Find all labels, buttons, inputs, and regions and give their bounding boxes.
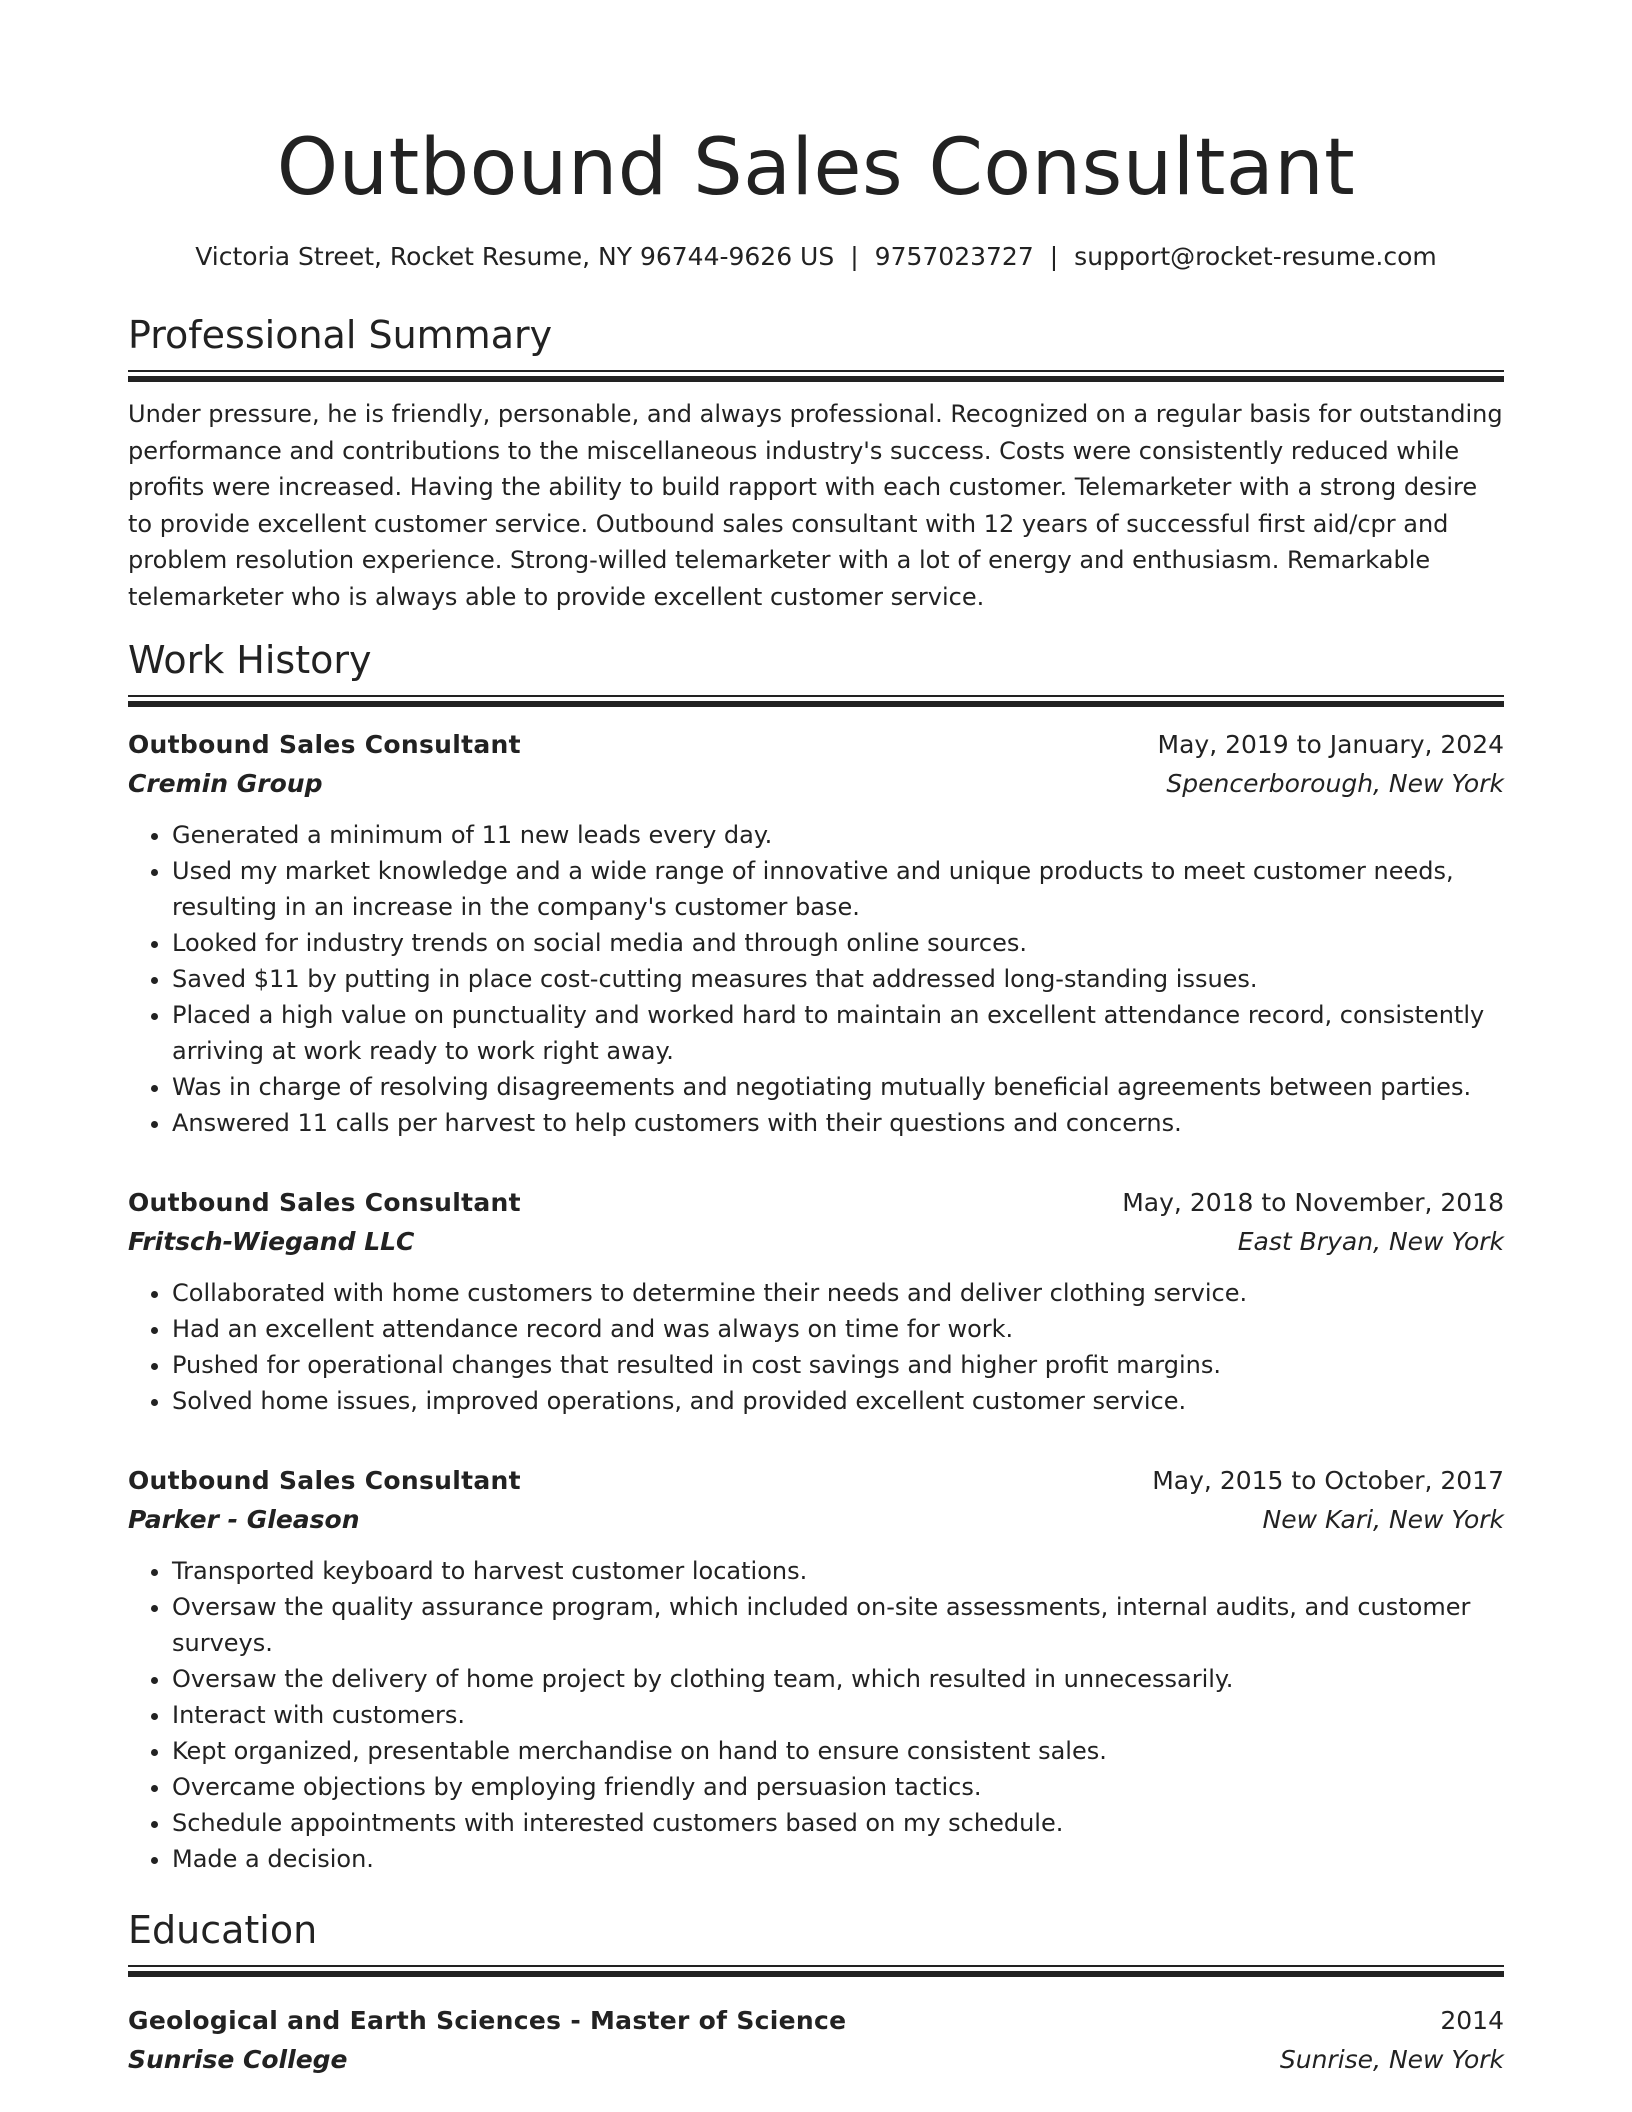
education-section xyxy=(128,1907,1504,2079)
job-bullet-list xyxy=(128,817,1504,1141)
work-history-section xyxy=(128,637,1504,1877)
job-header-row xyxy=(128,1183,1504,1223)
job-bullet: • Answered 11 calls per harvest to help customers with their questions and concerns. xyxy=(172,1105,1504,1141)
summary-text: Under pressure, he is friendly, personable, and always professional. Recognized on a regular basis for outstanding performance and contributions to the miscellaneous industry's success. Costs were consistently reduced while profits were increased. Having the ability to build rapport with each customer. Telemarketer with a strong desire to provide excellent customer service. Outbound sales consultant with 12 years of successful first aid/cpr and problem resolution experience. Strong-willed telemarketer with a lot of energy and enthusiasm. Remarkable telemarketer who is always able to provide excellent customer service. xyxy=(128,400,1503,611)
job-company: Fritsch-Wiegand LLC xyxy=(128,1227,415,1256)
job-dates: May, 2018 to November, 2018 xyxy=(1122,1188,1504,1217)
section-title-education: Education xyxy=(128,1908,318,1952)
education-header-row xyxy=(128,2001,1504,2041)
job-bullet: • Had an excellent attendance record and was always on time for work. xyxy=(172,1311,1504,1347)
job-bullet: • Transported keyboard to harvest customer locations. xyxy=(172,1553,1504,1589)
job-location: East Bryan, New York xyxy=(1237,1227,1504,1256)
contact-email: support@rocket-resume.com xyxy=(1074,242,1437,271)
job-bullet-list xyxy=(128,1553,1504,1877)
section-title-summary: Professional Summary xyxy=(128,313,553,357)
contact-separator: | xyxy=(1049,242,1059,271)
job-entry xyxy=(128,1461,1504,1877)
section-divider xyxy=(128,695,1504,707)
candidate-name: Outbound Sales Consultant xyxy=(276,123,1356,213)
job-location: Spencerborough, New York xyxy=(1166,769,1504,798)
job-bullet: • Used my market knowledge and a wide range of innovative and unique products to meet customer needs, resulting in an increase in the company's customer base. xyxy=(172,853,1504,925)
contact-separator: | xyxy=(850,242,859,271)
job-company-row xyxy=(128,1223,1504,1261)
job-bullet: • Was in charge of resolving disagreements and negotiating mutually beneficial agreements between parties. xyxy=(172,1069,1504,1105)
education-entry xyxy=(128,2001,1504,2079)
job-bullet: • Solved home issues, improved operations, and provided excellent customer service. xyxy=(172,1383,1504,1419)
job-company-row xyxy=(128,1501,1504,1539)
job-location: New Kari, New York xyxy=(1262,1505,1504,1534)
job-bullet: • Placed a high value on punctuality and worked hard to maintain an excellent attendance record, consistently arriving at work ready to work right away. xyxy=(172,997,1504,1069)
summary-section xyxy=(128,312,1504,615)
contact-address: Victoria Street, Rocket Resume, NY 96744-9626 US xyxy=(195,242,835,271)
job-bullet: • Pushed for operational changes that resulted in cost savings and higher profit margins. xyxy=(172,1347,1504,1383)
job-bullet: • Saved $11 by putting in place cost-cutting measures that addressed long-standing issues. xyxy=(172,961,1504,997)
contact-line xyxy=(128,240,1504,274)
job-title: Outbound Sales Consultant xyxy=(128,1466,521,1495)
job-header-row xyxy=(128,725,1504,765)
job-bullet-list xyxy=(128,1275,1504,1419)
section-divider xyxy=(128,370,1504,382)
education-school: Sunrise College xyxy=(128,2045,348,2074)
education-location: Sunrise, New York xyxy=(1279,2045,1504,2074)
job-dates: May, 2015 to October, 2017 xyxy=(1152,1466,1504,1495)
job-bullet: • Interact with customers. xyxy=(172,1697,1504,1733)
job-bullet: • Overcame objections by employing friendly and persuasion tactics. xyxy=(172,1769,1504,1805)
job-entry xyxy=(128,1183,1504,1419)
job-bullet: • Schedule appointments with interested customers based on my schedule. xyxy=(172,1805,1504,1841)
education-degree: Geological and Earth Sciences - Master of Science xyxy=(128,2006,847,2035)
job-title: Outbound Sales Consultant xyxy=(128,1188,521,1217)
contact-phone: 9757023727 xyxy=(874,242,1034,271)
section-divider xyxy=(128,1965,1504,1977)
job-company: Cremin Group xyxy=(128,769,323,798)
job-bullet: • Made a decision. xyxy=(172,1841,1504,1877)
job-dates: May, 2019 to January, 2024 xyxy=(1157,730,1504,759)
job-bullet: • Oversaw the quality assurance program, which included on-site assessments, internal audits, and customer surveys. xyxy=(172,1589,1504,1661)
job-bullet: • Looked for industry trends on social media and through online sources. xyxy=(172,925,1504,961)
job-header-row xyxy=(128,1461,1504,1501)
job-bullet: • Collaborated with home customers to determine their needs and deliver clothing service. xyxy=(172,1275,1504,1311)
job-entry xyxy=(128,725,1504,1141)
job-bullet: • Kept organized, presentable merchandise on hand to ensure consistent sales. xyxy=(172,1733,1504,1769)
section-title-work-history: Work History xyxy=(128,638,372,682)
education-school-row xyxy=(128,2041,1504,2079)
job-bullet: • Generated a minimum of 11 new leads every day. xyxy=(172,817,1504,853)
job-bullet: • Oversaw the delivery of home project by clothing team, which resulted in unnecessarily. xyxy=(172,1661,1504,1697)
education-year: 2014 xyxy=(1440,2006,1504,2035)
job-company-row xyxy=(128,765,1504,803)
job-company: Parker - Gleason xyxy=(128,1505,360,1534)
job-title: Outbound Sales Consultant xyxy=(128,730,521,759)
